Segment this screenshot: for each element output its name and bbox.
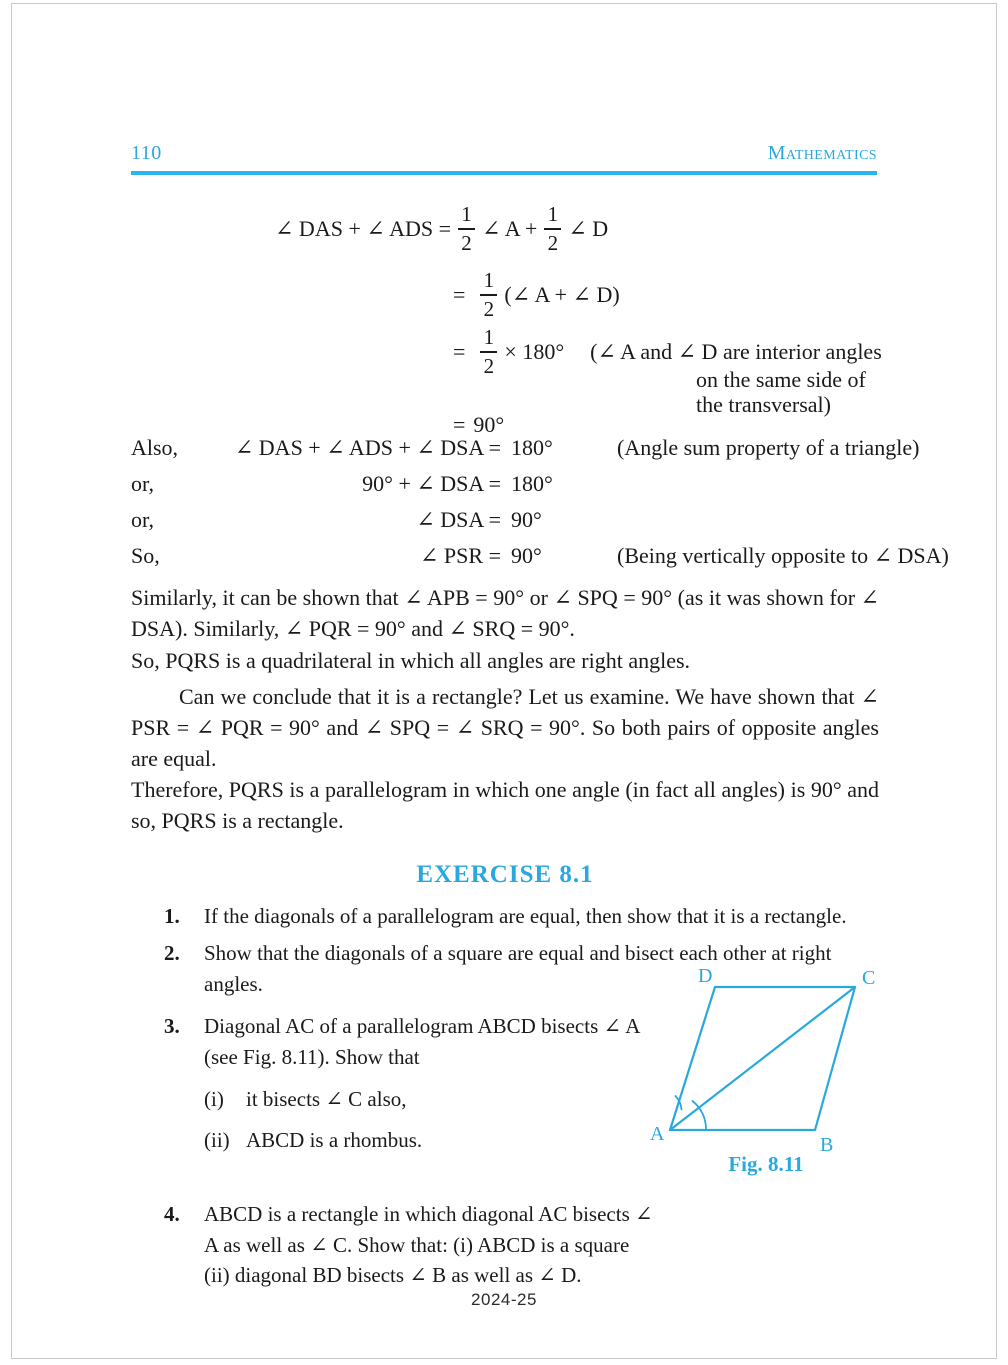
figure-caption: Fig. 8.11 xyxy=(728,1152,804,1176)
statement-equation: 90° + ∠ DSA = xyxy=(362,471,501,496)
statement-equation: ∠ PSR = xyxy=(420,543,501,568)
fraction-one-half xyxy=(458,204,475,254)
header-row xyxy=(131,142,877,165)
fraction-numerator: 1 xyxy=(483,268,495,293)
statement-equation: ∠ DSA = xyxy=(416,507,501,532)
equation-1-term-2: ∠ D xyxy=(568,216,609,242)
exercise-text: Diagonal AC of a parallelogram ABCD bisects ∠ A (see Fig. 8.11). Show that xyxy=(204,1014,640,1069)
header-divider-rule xyxy=(131,171,877,175)
vertex-label-D: D xyxy=(698,965,713,987)
exercise-number: 3. xyxy=(164,1014,180,1039)
exercise-subitem-i xyxy=(204,1084,654,1114)
equation-1-rhs xyxy=(451,204,608,254)
equation-2-term: (∠ A + ∠ D) xyxy=(504,282,620,308)
vertex-label-A: A xyxy=(650,1123,665,1145)
statement-block xyxy=(131,435,949,579)
page-header xyxy=(131,142,877,175)
statement-note: (Angle sum property of a triangle) xyxy=(617,435,920,460)
exercise-number: 1. xyxy=(164,904,180,928)
fraction-bar xyxy=(544,228,561,230)
subitem-text: it bisects ∠ C also, xyxy=(246,1087,407,1112)
exercise-subitem-ii xyxy=(204,1125,654,1155)
fraction-denominator: 2 xyxy=(547,230,559,255)
statement-label: Also, xyxy=(131,435,179,460)
equation-1-term-1: ∠ A + xyxy=(482,216,538,242)
exercise-heading: EXERCISE 8.1 xyxy=(416,861,594,888)
angle-arc-outer-A xyxy=(693,1101,707,1130)
diagonal-AC xyxy=(670,987,855,1130)
statement-value: 180° xyxy=(511,435,553,460)
equation-4-equals-sign: = xyxy=(453,412,466,438)
fraction-one-half xyxy=(480,327,497,377)
exercise-body xyxy=(204,1011,654,1155)
equation-1-lhs: ∠ DAS + ∠ ADS = xyxy=(275,216,451,242)
paragraph-therefore-rectangle: Therefore, PQRS is a parallelogram in which one angle (in fact all angles) is 90° and so, PQRS is a rectangle. xyxy=(131,777,879,834)
statement-row xyxy=(131,543,949,579)
vertex-label-B: B xyxy=(820,1134,834,1156)
fraction-numerator: 1 xyxy=(461,202,472,227)
statement-label: So, xyxy=(131,543,160,568)
header-subject-title: Mathematics xyxy=(767,142,877,164)
equation-line-3-note-continuation xyxy=(131,366,891,417)
equation-3-note: (∠ A and ∠ D are interior angles xyxy=(590,339,882,365)
equation-4-rhs xyxy=(451,412,504,437)
math-derivation-block xyxy=(131,196,891,442)
exercise-subitem-list xyxy=(204,1084,654,1155)
equation-3-equals-sign: = xyxy=(453,339,466,365)
equation-2-equals-sign: = xyxy=(453,282,466,308)
fraction-one-half-second xyxy=(544,204,561,254)
fraction-denominator: 2 xyxy=(483,296,495,321)
subitem-text: ABCD is a rhombus. xyxy=(246,1127,423,1152)
vertex-label-C: C xyxy=(862,967,876,989)
page-footer: 2024-25 xyxy=(471,1290,537,1309)
equation-2-rhs xyxy=(451,270,620,320)
exercise-item-1 xyxy=(164,901,894,931)
statement-note: (Being vertically opposite to ∠ DSA) xyxy=(617,543,949,568)
statement-value: 180° xyxy=(511,471,553,496)
statement-value: 90° xyxy=(511,507,542,532)
vertex-labels xyxy=(650,965,875,1156)
exercise-item-4 xyxy=(164,1199,894,1290)
side-AD xyxy=(670,987,715,1130)
statement-value: 90° xyxy=(511,543,542,568)
fraction-denominator: 2 xyxy=(461,230,472,255)
figure-8-11 xyxy=(636,962,896,1182)
paragraph-similarly: Similarly, it can be shown that ∠ APB = 90° or ∠ SPQ = 90° (as it was shown for ∠ DSA). Similarly, ∠ PQR = 90° and ∠ SRQ = 90°. xyxy=(131,585,879,642)
statement-row xyxy=(131,507,891,543)
fraction-one-half xyxy=(480,270,497,320)
statement-row xyxy=(131,471,891,507)
fraction-bar xyxy=(480,351,497,353)
paragraph-pqrs-quadrilateral: So, PQRS is a quadrilateral in which all angles are right angles. xyxy=(131,648,691,673)
statement-equation: ∠ DAS + ∠ ADS + ∠ DSA = xyxy=(234,435,501,460)
equation-3-note-continuation: on the same side of the transversal) xyxy=(696,366,866,417)
fraction-bar xyxy=(480,294,497,296)
exercise-text: Show that the diagonals of a square are equal and bisect each other at right angles. xyxy=(204,941,832,996)
equation-line-1 xyxy=(131,196,891,262)
statement-row xyxy=(131,435,920,471)
equation-line-2 xyxy=(131,262,891,328)
page-number: 110 xyxy=(131,142,162,164)
exercise-number: 2. xyxy=(164,941,180,966)
exercise-number: 4. xyxy=(164,1202,180,1227)
statement-label: or, xyxy=(131,471,154,496)
exercise-text: ABCD is a rectangle in which diagonal AC bisects ∠ A as well as ∠ C. Show that: (i) ABCD is a square (ii) diagonal BD bisects ∠ B as well as ∠ D. xyxy=(204,1202,653,1287)
equation-3-term: × 180° xyxy=(504,339,565,365)
subitem-number: (i) xyxy=(204,1087,224,1112)
paragraph-conclude-rectangle: Can we conclude that it is a rectangle? Let us examine. We have shown that ∠ PSR = ∠ PQR = 90° and ∠ SPQ = ∠ SRQ = 90°. So both pairs of opposite angles are equal. xyxy=(131,684,879,772)
fraction-numerator: 1 xyxy=(547,202,559,227)
parallelogram-diagram-svg xyxy=(636,962,896,1162)
fraction-bar xyxy=(458,228,475,230)
fraction-numerator: 1 xyxy=(483,325,495,350)
side-CB xyxy=(815,987,855,1130)
equation-4-value: 90° xyxy=(473,412,505,438)
exercise-text: If the diagonals of a parallelogram are equal, then show that it is a rectangle. xyxy=(204,904,847,928)
statement-label: or, xyxy=(131,507,154,532)
subitem-number: (ii) xyxy=(204,1127,230,1152)
fraction-denominator: 2 xyxy=(483,353,495,378)
